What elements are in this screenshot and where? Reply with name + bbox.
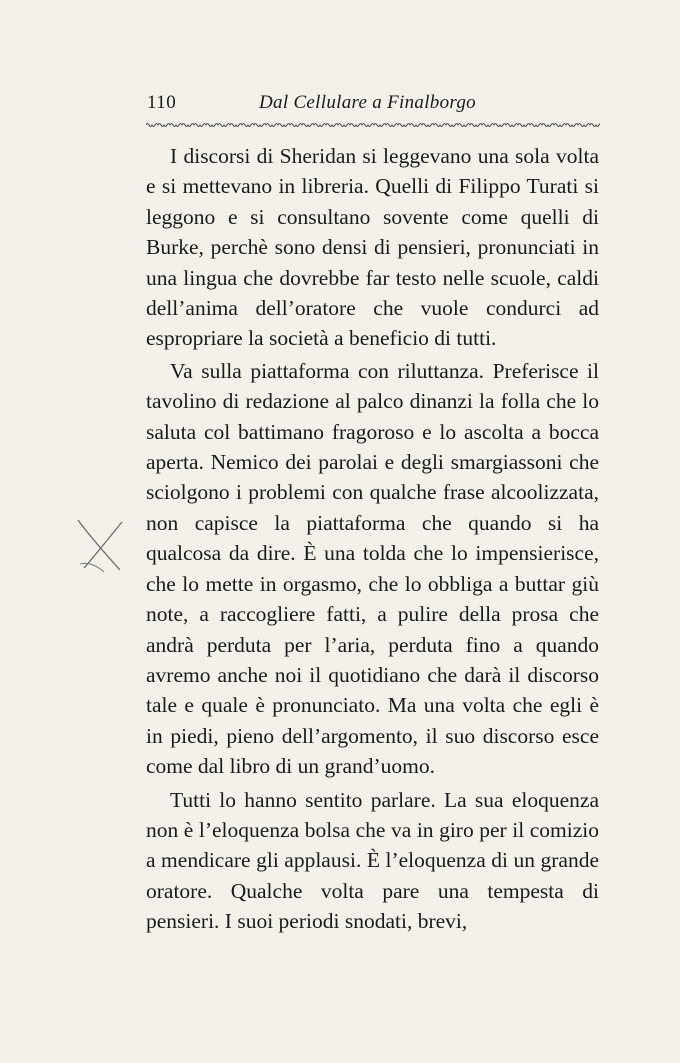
paragraph-1: I discorsi di Sheridan si leggevano una sola volta e si mettevano in libreria. Quelli di Filippo Turati si leggono e si consultano sovente come quelli di Burke, perchè sono densi di pensieri, pronunciati in una lingua che dovrebbe far testo nelle scuole, caldi dell’anima dell’oratore che vuole condurci ad espropriare la società a beneficio di tutti.	[146, 144, 599, 351]
page-number: 110	[147, 92, 177, 113]
running-title: Dal Cellulare a Finalborgo	[259, 92, 476, 113]
paragraph-2: Va sulla piattaforma con riluttanza. Preferisce il tavolino di redazione al palco dinanzi la folla che lo saluta col battimano fragoroso e lo ascolta a bocca aperta. Nemico dei parolai e degli smargiassoni che sciolgono i problemi con qualche frase alcoolizzata, non capisce la piattaforma che quando si ha qualcosa da dire. È una tolda che lo impensierisce, che lo mette in orgasmo, che lo obbliga a buttar giù note, a raccogliere fatti, a pulire della prosa che andrà perduta per l’aria, perduta fino a quando avremo anche noi il quotidiano che darà il discorso tale e quale è pronunciato. Ma una volta che egli è in piedi, pieno dell’argomento, il suo discorso esce come dal libro di un grand’uomo.	[146, 358, 599, 779]
running-header	[147, 92, 599, 118]
paragraph-3: Tutti lo hanno sentito parlare. La sua eloquenza non è l’eloquenza bolsa che va in giro per il comizio a mendicare gli applausi. È l’eloquenza di un grande oratore. Qualche volta pare una tempesta di pensieri. I suoi periodi snodati, brevi,	[146, 787, 599, 934]
decorative-wavy-rule	[146, 120, 600, 130]
body-text	[146, 141, 599, 937]
cross-mark-icon	[74, 512, 126, 574]
